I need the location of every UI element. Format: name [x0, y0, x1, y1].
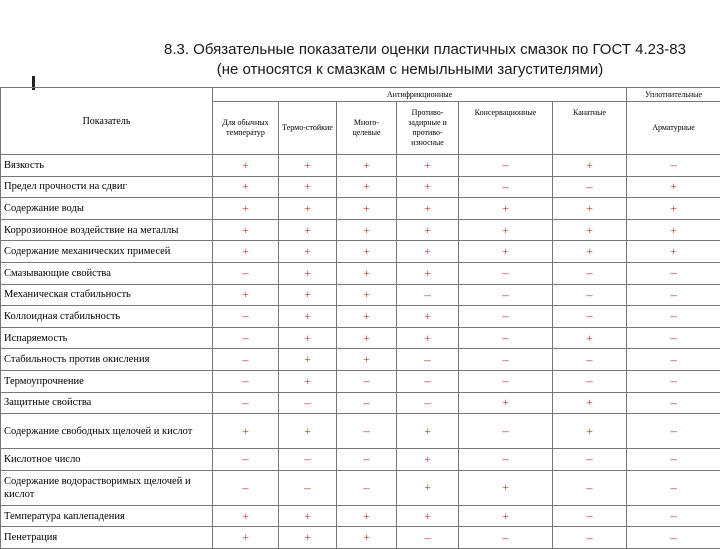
row-value-cell: –	[459, 370, 553, 392]
row-value-cell: +	[397, 470, 459, 505]
row-value-cell: –	[627, 262, 720, 284]
header-sub-ordinary: Для обычных температур	[213, 102, 279, 155]
row-value-cell: –	[627, 306, 720, 328]
row-value-cell: +	[397, 327, 459, 349]
row-value-cell: +	[397, 155, 459, 177]
slide-title	[0, 40, 720, 80]
title-line-2: (не относятся к смазкам с немыльными загустителями)	[0, 60, 720, 80]
row-value-cell: +	[553, 392, 627, 414]
row-value-cell: +	[337, 306, 397, 328]
table-row	[1, 370, 720, 392]
row-value-cell: –	[213, 262, 279, 284]
row-value-cell: +	[397, 414, 459, 449]
row-value-cell: –	[553, 349, 627, 371]
row-parameter-name: Содержание воды	[1, 198, 213, 220]
row-value-cell: –	[279, 470, 337, 505]
row-value-cell: +	[279, 219, 337, 241]
table-row	[1, 414, 720, 449]
row-value-cell: +	[459, 198, 553, 220]
row-value-cell: –	[627, 470, 720, 505]
row-value-cell: +	[397, 219, 459, 241]
row-value-cell: –	[459, 284, 553, 306]
row-value-cell: –	[627, 414, 720, 449]
table-row	[1, 449, 720, 471]
row-value-cell: –	[213, 306, 279, 328]
table-row	[1, 327, 720, 349]
row-parameter-name: Стабильность против окисления	[1, 349, 213, 371]
row-value-cell: +	[553, 414, 627, 449]
header-group-antifriction: Антифрикционные	[213, 88, 627, 102]
row-value-cell: –	[627, 449, 720, 471]
table-row	[1, 284, 720, 306]
row-value-cell: +	[459, 219, 553, 241]
row-value-cell: –	[553, 370, 627, 392]
row-value-cell: –	[213, 470, 279, 505]
row-value-cell: +	[553, 198, 627, 220]
header-sub-multipurpose: Много-целевые	[337, 102, 397, 155]
row-value-cell: –	[279, 392, 337, 414]
row-value-cell: +	[397, 176, 459, 198]
row-parameter-name: Коллоидная стабильность	[1, 306, 213, 328]
row-value-cell: +	[397, 449, 459, 471]
title-line-1: 8.3. Обязательные показатели оценки пластичных смазок по ГОСТ 4.23-83	[0, 40, 720, 60]
header-group-sealing: Уплотнительные	[627, 88, 720, 102]
row-value-cell: +	[337, 198, 397, 220]
row-value-cell: –	[337, 414, 397, 449]
row-value-cell: +	[337, 262, 397, 284]
row-value-cell: +	[279, 241, 337, 263]
row-value-cell: –	[459, 155, 553, 177]
table-row	[1, 262, 720, 284]
row-value-cell: –	[553, 306, 627, 328]
row-value-cell: +	[279, 327, 337, 349]
row-value-cell: +	[459, 505, 553, 527]
row-value-cell: –	[553, 470, 627, 505]
row-value-cell: –	[459, 262, 553, 284]
table-row	[1, 219, 720, 241]
row-value-cell: +	[337, 527, 397, 549]
table-row	[1, 505, 720, 527]
row-value-cell: –	[337, 470, 397, 505]
row-value-cell: –	[627, 527, 720, 549]
row-value-cell: –	[459, 414, 553, 449]
row-value-cell: +	[627, 219, 720, 241]
row-value-cell: –	[459, 349, 553, 371]
row-value-cell: +	[397, 241, 459, 263]
row-value-cell: +	[337, 327, 397, 349]
row-value-cell: +	[459, 241, 553, 263]
row-value-cell: –	[397, 370, 459, 392]
row-value-cell: –	[213, 392, 279, 414]
header-sub-extreme-pressure: Противо-задирные и противо-износные	[397, 102, 459, 155]
row-value-cell: +	[279, 284, 337, 306]
row-parameter-name: Механическая стабильность	[1, 284, 213, 306]
table-row	[1, 176, 720, 198]
table-row	[1, 470, 720, 505]
row-value-cell: +	[213, 284, 279, 306]
row-value-cell: +	[397, 505, 459, 527]
row-value-cell: +	[553, 241, 627, 263]
row-value-cell: +	[553, 155, 627, 177]
row-parameter-name: Испаряемость	[1, 327, 213, 349]
row-value-cell: +	[213, 219, 279, 241]
row-value-cell: –	[553, 505, 627, 527]
row-value-cell: +	[627, 176, 720, 198]
row-parameter-name: Пенетрация	[1, 527, 213, 549]
row-value-cell: –	[627, 392, 720, 414]
row-value-cell: –	[213, 449, 279, 471]
row-value-cell: –	[459, 449, 553, 471]
row-value-cell: –	[397, 284, 459, 306]
row-value-cell: +	[213, 176, 279, 198]
row-parameter-name: Вязкость	[1, 155, 213, 177]
row-value-cell: +	[337, 176, 397, 198]
row-value-cell: –	[279, 449, 337, 471]
row-value-cell: +	[213, 241, 279, 263]
row-value-cell: –	[459, 306, 553, 328]
row-value-cell: +	[553, 219, 627, 241]
row-value-cell: +	[337, 155, 397, 177]
row-value-cell: –	[627, 327, 720, 349]
row-value-cell: +	[459, 392, 553, 414]
row-parameter-name: Предел прочности на сдвиг	[1, 176, 213, 198]
row-parameter-name: Содержание свободных щелочей и кислот	[1, 414, 213, 449]
table-row	[1, 155, 720, 177]
row-value-cell: –	[553, 262, 627, 284]
row-value-cell: +	[337, 505, 397, 527]
row-value-cell: –	[459, 327, 553, 349]
row-value-cell: +	[213, 198, 279, 220]
row-value-cell: +	[213, 414, 279, 449]
row-value-cell: +	[397, 262, 459, 284]
header-rope: Канатные	[553, 102, 627, 155]
table-row	[1, 306, 720, 328]
row-value-cell: +	[279, 198, 337, 220]
row-parameter-name: Защитные свойства	[1, 392, 213, 414]
row-value-cell: +	[279, 306, 337, 328]
row-value-cell: –	[459, 176, 553, 198]
row-value-cell: +	[213, 505, 279, 527]
row-value-cell: +	[627, 198, 720, 220]
row-value-cell: +	[397, 306, 459, 328]
row-value-cell: –	[627, 155, 720, 177]
header-armature: Арматурные	[627, 102, 720, 155]
header-parameter: Показатель	[1, 88, 213, 155]
row-value-cell: –	[627, 349, 720, 371]
row-value-cell: +	[337, 284, 397, 306]
row-value-cell: +	[553, 327, 627, 349]
row-value-cell: –	[337, 449, 397, 471]
grease-indicators-table	[0, 87, 720, 549]
row-value-cell: –	[397, 527, 459, 549]
row-value-cell: –	[337, 370, 397, 392]
row-parameter-name: Кислотное число	[1, 449, 213, 471]
row-value-cell: –	[553, 449, 627, 471]
table-row	[1, 241, 720, 263]
row-value-cell: –	[553, 284, 627, 306]
row-value-cell: –	[459, 527, 553, 549]
row-value-cell: –	[337, 392, 397, 414]
row-value-cell: –	[213, 370, 279, 392]
table-body	[1, 155, 720, 549]
row-value-cell: +	[337, 219, 397, 241]
row-parameter-name: Температура каплепадения	[1, 505, 213, 527]
row-parameter-name: Содержание водорастворимых щелочей и кислот	[1, 470, 213, 505]
header-conservation: Консервационные	[459, 102, 553, 155]
row-value-cell: +	[279, 527, 337, 549]
row-parameter-name: Смазывающие свойства	[1, 262, 213, 284]
row-value-cell: +	[337, 241, 397, 263]
table-row	[1, 198, 720, 220]
table-row	[1, 349, 720, 371]
row-parameter-name: Коррозионное воздействие на металлы	[1, 219, 213, 241]
row-value-cell: –	[627, 284, 720, 306]
row-value-cell: +	[397, 198, 459, 220]
row-value-cell: +	[279, 349, 337, 371]
row-value-cell: +	[337, 349, 397, 371]
row-value-cell: +	[627, 241, 720, 263]
row-value-cell: –	[397, 392, 459, 414]
row-parameter-name: Содержание механических примесей	[1, 241, 213, 263]
row-value-cell: +	[279, 414, 337, 449]
row-value-cell: +	[213, 155, 279, 177]
row-value-cell: +	[279, 370, 337, 392]
row-value-cell: –	[627, 370, 720, 392]
row-value-cell: +	[279, 155, 337, 177]
row-value-cell: +	[213, 527, 279, 549]
row-value-cell: +	[279, 176, 337, 198]
row-value-cell: –	[553, 176, 627, 198]
header-sub-heat-resistant: Термо-стойкие	[279, 102, 337, 155]
row-value-cell: –	[553, 527, 627, 549]
row-value-cell: –	[627, 505, 720, 527]
table-row	[1, 527, 720, 549]
row-value-cell: +	[279, 505, 337, 527]
row-value-cell: +	[459, 470, 553, 505]
row-value-cell: –	[213, 349, 279, 371]
row-value-cell: –	[213, 327, 279, 349]
row-value-cell: –	[397, 349, 459, 371]
row-value-cell: +	[279, 262, 337, 284]
row-parameter-name: Термоупрочнение	[1, 370, 213, 392]
table-row	[1, 392, 720, 414]
